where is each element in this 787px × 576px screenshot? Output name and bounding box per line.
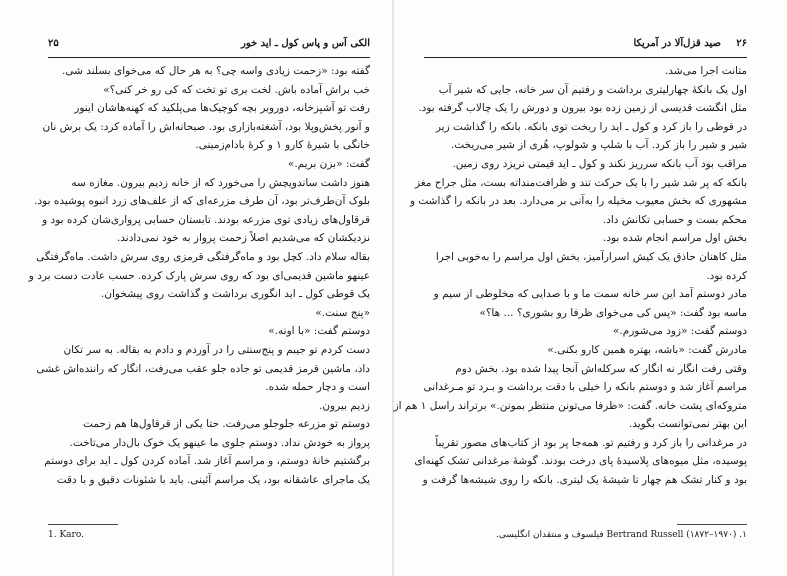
right-footnote-rule bbox=[677, 524, 747, 525]
text-line: در قوطی را باز کرد و کول ـ اید را ریخت توی بانکه. بانکه را گذاشت زیر bbox=[435, 120, 747, 133]
text-line: متانت اجرا می‌شد. bbox=[664, 65, 747, 77]
left-footnote: 1. Karo. bbox=[48, 530, 84, 540]
text-line: وقتی رفت انگار نه انگار که سرکله‌اش آنجا پیدا شده بود. بخش دوم bbox=[455, 362, 747, 375]
right-page-header bbox=[424, 38, 747, 54]
text-line: داد، ماشین قرمز قدیمی‌ تو جاده جلو عقب می‌رفت، انگار که راننده‌اش غشی bbox=[36, 362, 370, 375]
text-line: پرواز به خودش نداد. دوستم جلوی ما عینهو یک خوک بال‌دار می‌تاخت. bbox=[69, 436, 370, 449]
text-line: دوستم تو مزرعه جلوجلو می‌رفت. حتا یکی از قرقاول‌ها هم زحمت bbox=[83, 418, 370, 431]
text-line: شیر و شیر را باز کرد. آب با شلپ و شولوپ، هُری از شیر می‌ریخت. bbox=[450, 139, 747, 152]
text-line: بقاله سلام داد. کچل بود و ماه‌گرفتگی قرمزی روی سرش داشت. ماه‌گرفتگی bbox=[36, 250, 370, 263]
text-line: برگشتیم خانهٔ دوستم، و مراسم آغاز شد. آماده کردن کول ـ اید برای دوستم bbox=[44, 455, 370, 468]
right-page-number: ۲۶ bbox=[736, 38, 747, 49]
text-line: خب براش آماده باش. لخت بری تو تخت که کی رو خر کنی؟» bbox=[103, 83, 370, 96]
text-line: است و دچار حمله شده. bbox=[265, 381, 370, 394]
text-line: دست کردم تو جیبم و پنج‌سنتی را در آوردم و دادم به بقاله. به سر تکان bbox=[63, 343, 370, 356]
text-line: دوستم گفت: «زود می‌شورم.» bbox=[612, 325, 747, 338]
right-page bbox=[394, 0, 787, 576]
text-line: مادرش گفت: «باشه، بهتره همین کارو بکنی.» bbox=[547, 343, 747, 356]
text-line: این بهتر نمی‌توانست بگوید. bbox=[628, 418, 747, 431]
text-line: پوسیده، مثل میوه‌های پلاسیدهٔ پای درخت بودند. گوشهٔ مرغدانی تشک کهنه‌ای bbox=[414, 455, 747, 468]
text-line: در مرغدانی را باز کرد و رفتیم تو. همه‌جا پر بود از کتاب‌های مصور تقریباً bbox=[435, 436, 747, 449]
text-line: ماسه بود گفت: «پس کی می‌خوای ظرفا رو بشوری؟ ... ها؟» bbox=[479, 306, 747, 319]
text-line: کرده بود. bbox=[706, 269, 747, 282]
text-line: دوستم گفت: «با اونه.» bbox=[268, 325, 370, 338]
text-line: متروکه‌ای پشت خانه. گفت: «ظرفا می‌تونن منتظر بمونن.» برتراند راسل ۱ هم از bbox=[393, 399, 747, 412]
right-header-rule bbox=[424, 57, 747, 58]
text-line: مثل کاهنان حاذق یک کیش اسرارآمیز، بخش اول مراسم را به‌خوبی اجرا bbox=[435, 250, 747, 263]
text-line: رفت تو آشپزخانه، دوروبر بچه کوچیک‌ها می‌پلکید که کهنه‌هاشان اینور bbox=[74, 102, 370, 115]
right-footnote: ۱. Bertrand Russell (۱۸۷۲–۱۹۷۰) فیلسوف و منتقدان انگلیسی. bbox=[496, 530, 747, 540]
text-line: بانکه که پر شد شیر را با یک حرکت تند و ظرافت‌منداته بست، مثل جراح مغز bbox=[414, 176, 747, 189]
text-line: زدیم بیرون. bbox=[319, 399, 370, 412]
text-line: بود و کنار تشک هم چهار تا شیشهٔ یک لیتری. بانکه را روی شیشه‌ها گرفت و bbox=[422, 474, 747, 487]
left-header-rule bbox=[48, 57, 370, 58]
left-page-header bbox=[48, 38, 370, 54]
right-running-head: صید قزل‌آلا در آمریکا bbox=[633, 38, 721, 49]
text-line: گفته بود: «زحمت زیادی واسه چی؟ به هر حال که می‌خوای بسلند شی. bbox=[62, 65, 370, 77]
left-page bbox=[0, 0, 392, 576]
text-line: گفت: «بزن بریم.» bbox=[287, 157, 370, 170]
text-line: نزدیکشان که می‌شدیم اصلاً زحمت پرواز به خود نمی‌دادند. bbox=[116, 232, 370, 245]
text-line: عینهو ماشین قدیمی‌ای بود که روی سرش پارک کرده. حسب عادت دست برد و bbox=[28, 269, 370, 282]
text-line: و آنور پخش‌وپلا بود، آشغته‌بازاری بود. صبحانه‌اش را آماده کرد: یک برش نان bbox=[42, 120, 370, 133]
text-line: بخش اول مراسم انجام شده بود. bbox=[602, 232, 747, 245]
text-line: خانگی با شیرهٔ کارو ۱ و کرهٔ بادام‌زمینی. bbox=[195, 139, 370, 152]
right-page-body bbox=[393, 62, 747, 490]
text-line: «پنج سنت.» bbox=[315, 306, 370, 319]
text-line: مثل انگشت قدیسی از زمین زده بود بیرون و دورش را یک چالاب گرفته بود. bbox=[418, 102, 747, 115]
text-line: محکم بست و حسابی تکانش داد. bbox=[602, 213, 747, 226]
text-line: مشهوری که بخش معیوب مخیله را به‌آنی بر می‌دارد. بعد در بانکه را گذاشت و bbox=[409, 195, 747, 208]
text-line: هنوز داشت ساندویچش را می‌خورد که از خانه زدیم بیرون. مغازه سه bbox=[71, 176, 370, 189]
text-line: مراقب بود آب بانکه سرریز نکند و کول ـ اید قیمتی نریزد روی زمین. bbox=[452, 157, 747, 170]
text-line: مادر دوستم آمد این سر خانه سمت ما و با صدایی که مخلوطی از سیم و bbox=[433, 288, 747, 301]
text-line: مراسم آغاز شد و دوستم بانکه را خیلی با دقت برداشت و بـرد تو مـرغدانی bbox=[423, 381, 747, 394]
text-line: بلوک آن‌طرف‌تر بود، آن طرف مزرعه‌ای که از علف‌های زرد انبوه پوشیده بود. bbox=[34, 195, 370, 208]
text-line: اول یک بانکهٔ چهارلیتری برداشت و رفتیم آن سر خانه، جایی که شیر آب bbox=[438, 83, 747, 96]
text-line: یک قوطی کول ـ اید انگوری برداشت و گذاشت روی پیشخوان. bbox=[100, 288, 370, 301]
left-running-head: الکی آس و پاس کول ـ اید خور bbox=[240, 38, 370, 49]
left-page-body bbox=[28, 62, 370, 490]
text-line: یک ماجرای عاشقانه بود، یک مراسم آئینی. باید با شئونات دقیق و با دقت bbox=[56, 474, 370, 487]
text-line: قرقاول‌های زیادی توی مزرعه بودند. تابستان حسابی پرواری‌شان کرده بود و bbox=[42, 213, 370, 226]
left-page-number: ۲۵ bbox=[48, 38, 59, 49]
left-footnote-rule bbox=[48, 524, 118, 525]
